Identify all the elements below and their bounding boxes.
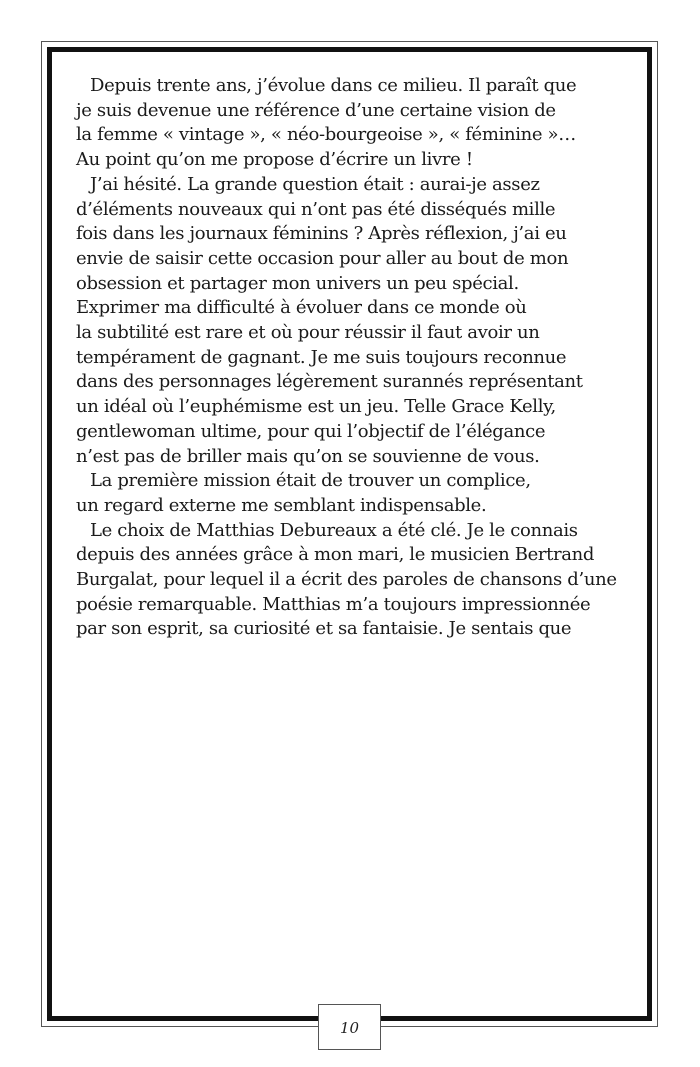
text-line: obsession et partager mon univers un peu spécial. — [76, 272, 519, 294]
text-line: Depuis trente ans, j’évolue dans ce milieu. Il paraît que — [90, 75, 577, 96]
text-line: tempérament de gagnant. Je me suis toujours reconnue — [76, 346, 567, 368]
text-line: fois dans les journaux féminins ? Après réflexion, j’ai eu — [76, 223, 567, 245]
text-line: un regard externe me semblant indispensable. — [76, 494, 487, 516]
page-number: 10 — [339, 1019, 360, 1037]
text-line: la subtilité est rare et où pour réussir il faut avoir un — [76, 322, 540, 344]
text-line: envie de saisir cette occasion pour aller au bout de mon — [76, 247, 569, 269]
text-line: par son esprit, sa curiosité et sa fantaisie. Je sentais que — [76, 618, 572, 640]
text-line: gentlewoman ultime, pour qui l’objectif de l’élégance — [76, 420, 546, 442]
body-text — [76, 74, 617, 642]
text-line: la femme « vintage », « néo-bourgeoise », « féminine »… — [76, 124, 576, 146]
text-line: Le choix de Matthias Debureaux a été clé. Je le connais — [90, 519, 578, 541]
text-line: J’ai hésité. La grande question était : aurai-je assez — [90, 173, 540, 195]
text-line: depuis des années grâce à mon mari, le musicien Bertrand — [76, 544, 595, 566]
text-line: n’est pas de briller mais qu’on se souvienne de vous. — [76, 445, 540, 467]
text-line: La première mission était de trouver un complice, — [90, 470, 531, 492]
text-line: un idéal où l’euphémisme est un jeu. Telle Grace Kelly, — [76, 396, 556, 418]
page-number-box — [318, 1004, 381, 1050]
text-line: d’éléments nouveaux qui n’ont pas été disséqués mille — [76, 198, 556, 220]
text-line: Exprimer ma difficulté à évoluer dans ce monde où — [76, 297, 527, 319]
text-line: Au point qu’on me propose d’écrire un livre ! — [76, 149, 473, 171]
text-line: Burgalat, pour lequel il a écrit des paroles de chansons d’une — [76, 569, 617, 591]
text-line: je suis devenue une référence d’une certaine vision de — [76, 99, 556, 121]
text-line: poésie remarquable. Matthias m’a toujours impressionnée — [76, 593, 591, 615]
text-line: dans des personnages légèrement surannés représentant — [76, 371, 583, 393]
